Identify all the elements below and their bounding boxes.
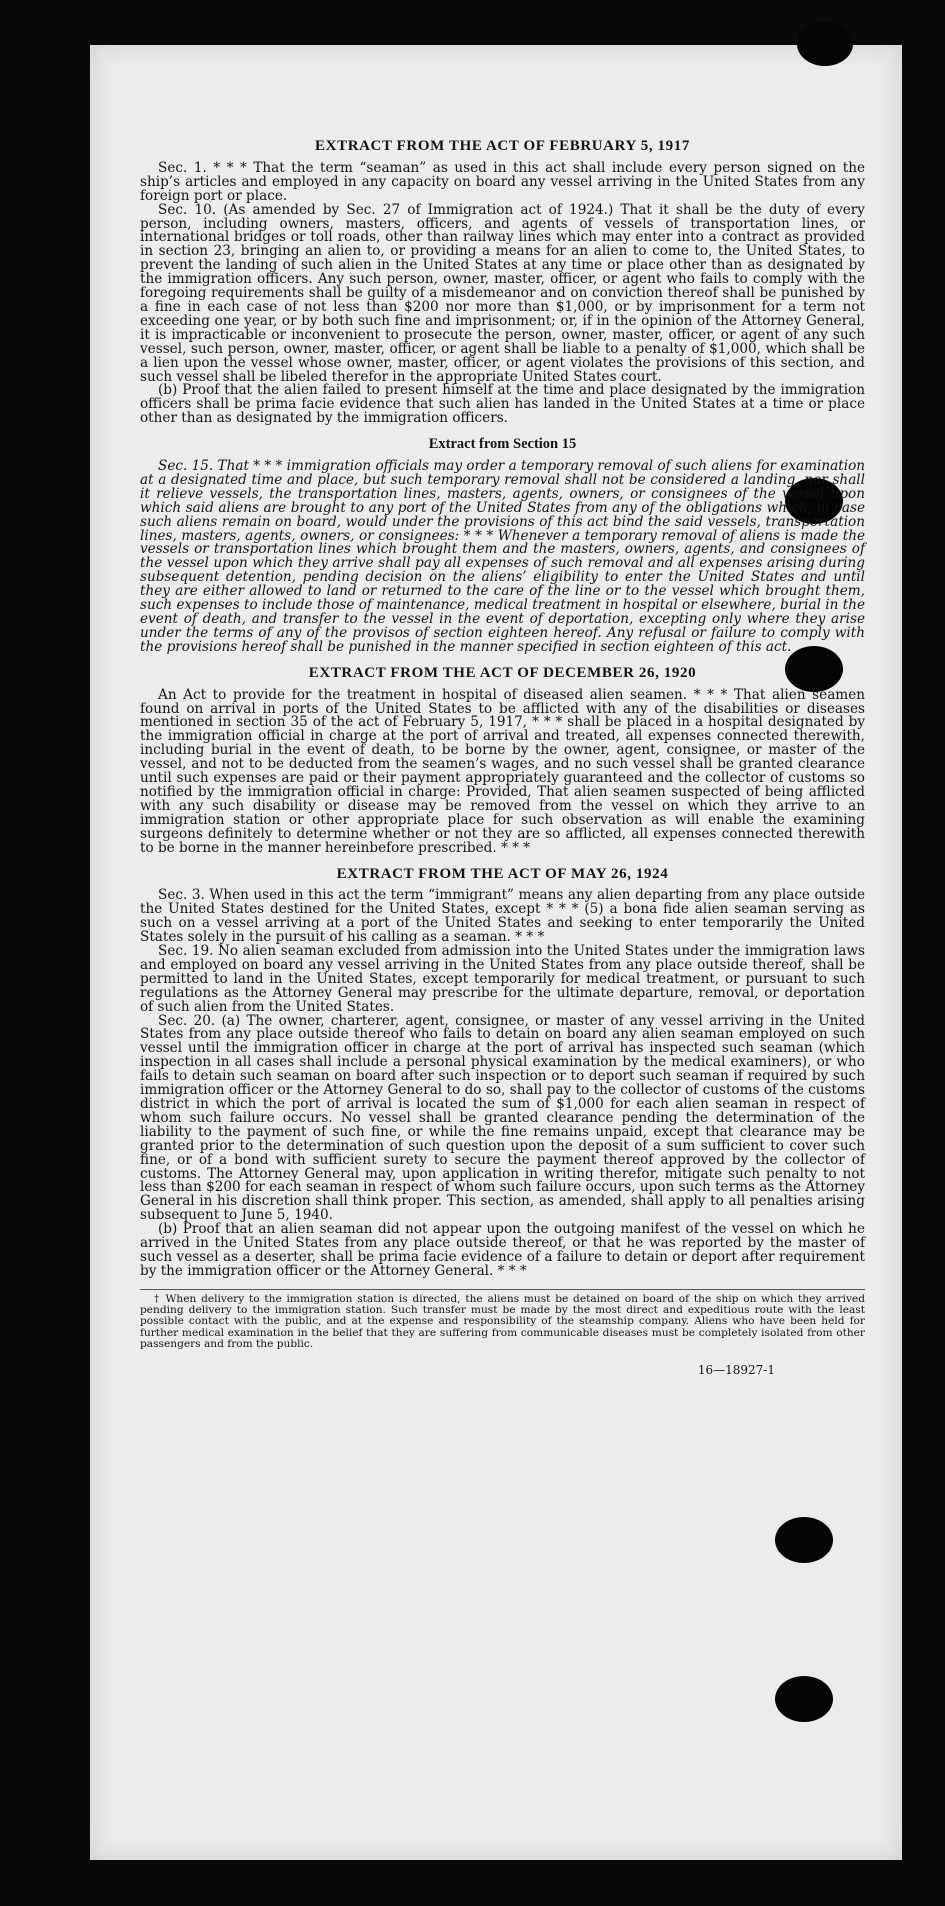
heading-section-15: Extract from Section 15 xyxy=(428,436,577,453)
paragraph-act-1920: An Act to provide for the treatment in hospital of diseased alien seamen. * * * That alien seamen found on arrival in ports of the United States to be afflicted with any of the disabilities or diseases mentioned in section 35 of the act of February 5, 1917, * * * shall be placed in a hospital designated by the immigration official in charge at the port of arrival and treated, all expenses connected therewith, including burial in the event of death, to be borne by the owner, agent, consignee, or master of the vessel, and not to be deducted from the seamen’s wages, and no such vessel shall be granted clearance until such expenses are paid or their payment appropriately guaranteed and the collector of customs so notified by the immigration official in charge: Provided, That alien seamen suspected of being afflicted with any such disability or disease may be removed from the vessel on which they arrive to an immigration station or other appropriate place for such observation as will enable the examining surgeons definitely to determine whether or not they are so afflicted, all expenses connected therewith to be borne in the manner hereinbefore prescribed. * * * xyxy=(140,686,865,856)
paragraph-sec-3: Sec. 3. When used in this act the term “immigrant” means any alien departing from any place outside the United States destined for the United States, except * * * (5) a bona fide alien seaman serving as such on a vessel arriving at a port of the United States and seeking to enter temporarily the United States solely in the pursuit of his calling as a seaman. * * * xyxy=(140,887,865,946)
heading-act-1917: EXTRACT FROM THE ACT OF FEBRUARY 5, 1917 xyxy=(315,138,690,154)
punch-hole xyxy=(775,1517,833,1563)
footnote: † When delivery to the immigration station is directed, the aliens must be detained on board of the ship on which they arrived pending delivery to the immigration station. Such transfer must be made by the most direct and expeditious route with the least possible contact with the public, and at the expense and responsibility of the steamship company. Aliens who have been held for further medical examination in the belief that they are suffering from communicable diseases must be completely isolated from other passengers and from the public. xyxy=(140,1289,865,1350)
paragraph-sec-20b: (b) Proof that an alien seaman did not appear upon the outgoing manifest of the vessel on which he arrived in the United States from any place outside thereof, or that he was reported by the master of such vessel as a deserter, shall be prima facie evidence of a failure to detain or deport after requirement by the immigration officer or the Attorney General. * * * xyxy=(140,1221,865,1279)
punch-hole xyxy=(775,1676,833,1722)
heading-act-1920: EXTRACT FROM THE ACT OF DECEMBER 26, 1920 xyxy=(308,664,697,681)
paragraph-sec-19: Sec. 19. No alien seaman excluded from admission into the United States under the immigration laws and employed on board any vessel arriving in the United States from any place outside thereof, shall be permitted to land in the United States, except temporarily for medical treatment, or pursuant to such regulations as the Attorney General may prescribe for the ultimate departure, removal, or deportation of such alien from the United States. xyxy=(140,943,865,1015)
heading-act-1924: EXTRACT FROM THE ACT OF MAY 26, 1924 xyxy=(336,865,669,882)
paragraph-sec-10: Sec. 10. (As amended by Sec. 27 of Immigration act of 1924.) That it shall be the duty of every person, including owners, masters, officers, and agents of vessels of transportation lines, or international bridges or toll roads, other than railway lines which may enter into a contract as provided in section 23, bringing an alien to, or providing a means for an alien to come to, the United States, to prevent the landing of such alien in the United States at any time or place other than as designated by the immigration officers. Any such person, owner, master, officer, or agent who fails to comply with the foregoing requirements shall be guilty of a misdemeanor and on conviction thereof shall be punished by a fine in each case of not less than $200 nor more than $1,000, or by imprisonment for a term not exceeding one year, or by both such fine and imprisonment; or, if in the opinion of the Attorney General, it is impracticable or inconvenient to prosecute the person, owner, master, officer, or agent of any such vessel, such person, owner, master, officer, or agent shall be liable to a penalty of $1,000, which shall be a lien upon the vessel whose owner, master, officer, or agent violates the provisions of this section, and such vessel shall be libeled therefor in the appropriate United States court. xyxy=(140,201,865,385)
form-number: 16—18927-1 xyxy=(697,1363,775,1378)
paragraph-sec-10b: (b) Proof that the alien failed to present himself at the time and place designated by the immigration officers shall be prima facie evidence that such alien has landed in the United States at a time or place other than as designated by the immigration officers. xyxy=(140,382,865,427)
paragraph-sec-15: Sec. 15. That * * * immigration officials may order a temporary removal of such aliens for examination at a designated time and place, but such temporary removal shall not be considered a landing, nor shall it relieve vessels, the transportation lines, masters, agents, owners, or consignees of the vessel upon which said aliens are brought to any port of the United States from any of the obligations which, in case such aliens remain on board, would under the provisions of this act bind the said vessels, transportation lines, masters, agents, owners, or consignees: * * * Whenever a temporary removal of aliens is made the vessels or transportation lines which brought them and the masters, owners, agents, and consignees of the vessel upon which they arrive shall pay all expenses of such removal and all expenses arising during subsequent detention, pending decision on the aliens’ eligibility to enter the United States and until they are either allowed to land or returned to the care of the line or to the vessel which brought them, such expenses to include those of maintenance, medical treatment in hospital or elsewhere, burial in the event of death, and transfer to the vessel in the event of deportation, excepting only where they arise under the terms of any of the provisos of section eighteen hereof. Any refusal or failure to comply with the provisions hereof shall be punished in the manner specified in section eighteen of this act. xyxy=(140,458,866,655)
paragraph-sec-1: Sec. 1. * * * That the term “seaman” as used in this act shall include every person signed on the ship’s articles and employed in any capacity on board any vessel arriving in the United States from any foreign port or place. xyxy=(140,159,865,204)
paragraph-sec-20a: Sec. 20. (a) The owner, charterer, agent, consignee, or master of any vessel arriving in the United States from any place outside thereof who fails to detain on board any alien seaman employed on such vessel until the immigration officer in charge at the port of arrival has inspected such seaman (which inspection in all cases shall include a personal physical examination by the medical examiners), or who fails to detain such seaman on board after such inspection or to deport such seaman if required by such immigration officer or the Attorney General to do so, shall pay to the collector of customs of the customs district in which the port of arrival is located the sum of $1,000 for each alien seaman in respect of whom such failure occurs. No vessel shall be granted clearance pending the determination of the liability to the payment of such fine, or while the fine remains unpaid, except that clearance may be granted prior to the determination of such question upon the deposit of a sum sufficient to cover such fine, or of a bond with sufficient surety to secure the payment thereof approved by the collector of customs. The Attorney General may, upon application in writing therefor, mitigate such penalty to not less than $200 for each seaman in respect of whom such failure occurs, upon such terms as the Attorney General in his discretion shall think proper. This section, as amended, shall apply to all penalties arising subsequent to June 5, 1940. xyxy=(140,1012,865,1224)
punch-hole xyxy=(797,22,853,66)
document-body xyxy=(140,140,865,1378)
